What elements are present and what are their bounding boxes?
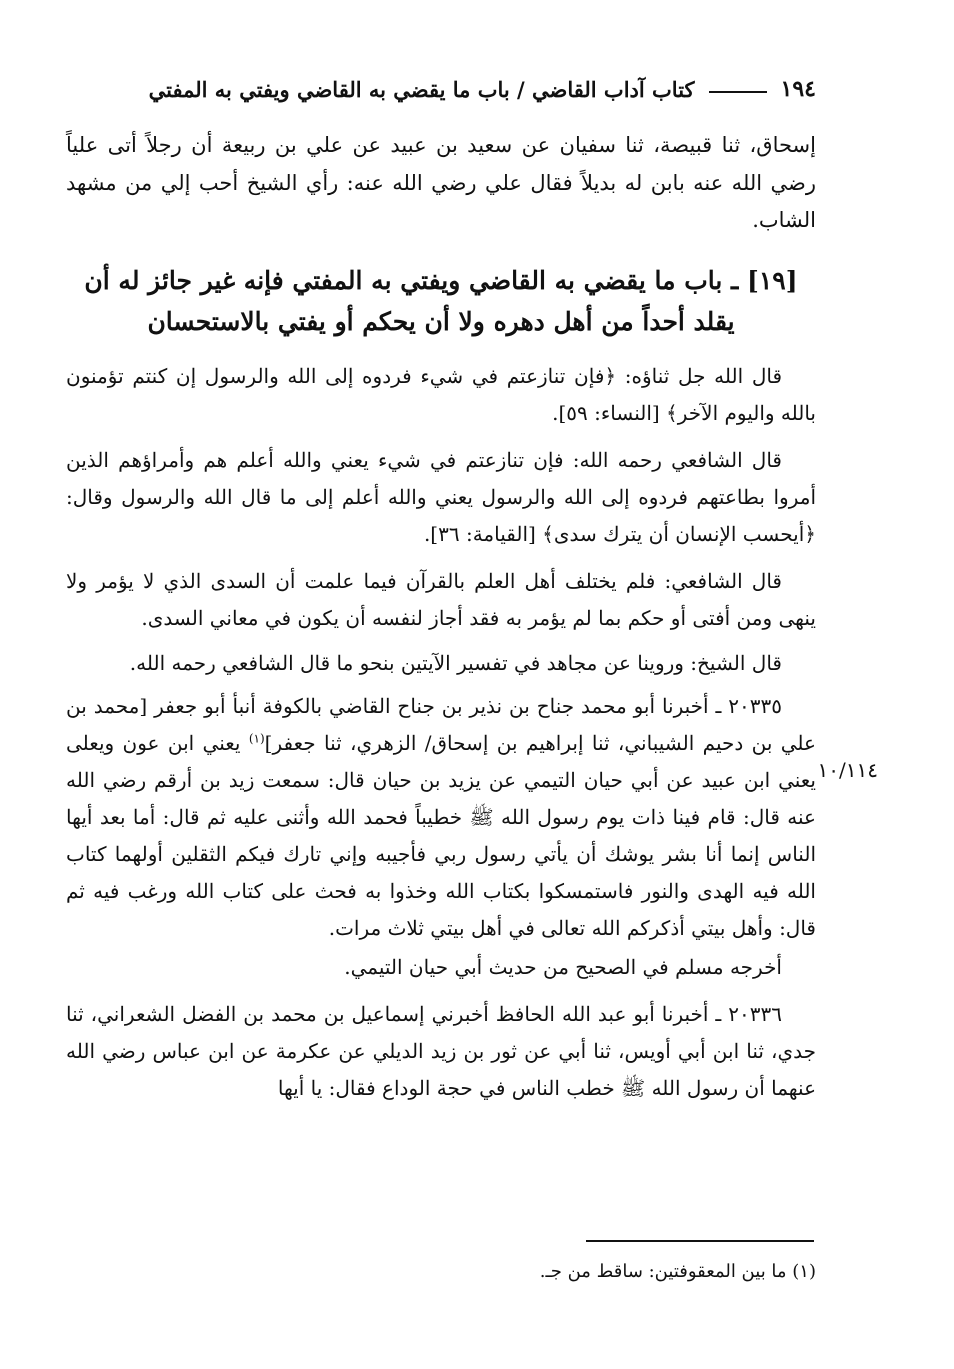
margin-volume-note: ١٠/١١٤ (817, 758, 878, 782)
paragraph-shafii-1: قال الشافعي رحمه الله: فإن تنازعتم في شيء يعني والله أعلم هم وأمراؤهم الذين أمروا بطاعتهم فردوه إلى الله والرسول يعني والله أعلم إلى ما قال الله والرسول وقال: ﴿أيحسب الإنسان أن يترك سدى﴾ [القيامة: ٣٦]. (66, 448, 816, 546)
footnote-rule (586, 1240, 814, 1242)
hadith-20335-text-a: ٢٠٣٣٥ ـ أخبرنا أبو محمد جناح بن نذير بن جناح القاضي بالكوفة أنبأ أبو جعفر [محمد بن علي بن دحيم الشيباني، ثنا إبراهيم بن إسحاق/ الزهري، ثنا جعفر] (66, 694, 816, 755)
running-title: كتاب آداب القاضي / باب ما يقضي به القاضي ويفتي به المفتي (148, 76, 695, 102)
paragraph-muslim: أخرجه مسلم في الصحيح من حديث أبي حيان التيمي. (344, 955, 782, 979)
page-number: ١٩٤ (780, 76, 816, 102)
hadith-20336: ٢٠٣٣٦ ـ أخبرنا أبو عبد الله الحافظ أخبرني إسماعيل بن محمد بن الفضل الشعراني، ثنا جدي، ثنا ابن أبي أويس، ثنا أبي عن ثور بن زيد الديلي عن عكرمة عن ابن عباس رضي الله عنهما أن رسول الله ﷺ خطب الناس في حجة الوداع فقال: يا أيها (66, 1002, 816, 1100)
footnote-marker: (١) (248, 731, 265, 746)
intro-paragraph (66, 127, 816, 240)
header-rule (709, 91, 767, 93)
hadith-20335-text-b: يعني ابن عون ويعلى يعني ابن عبيد عن أبي حيان التيمي عن يزيد بن حيان قال: سمعت زيد بن أرقم رضي الله عنه قال: قام فينا ذات يوم رسول الله ﷺ خطيباً فحمد الله وأثنى عليه ثم قال: أما بعد أيها الناس إنما أنا بشر يوشك أن يأتي رسول ربي فأجيبه وإني تارك فيكم الثقلين أولهما كتاب الله فيه الهدى والنور فاستمسكوا بكتاب الله وخذوا به فحث على كتاب الله ورغب فيه ثم قال: وأهل بيتي أذكركم الله تعالى في أهل بيتي ثلاث مرات. (66, 731, 816, 940)
intro-text: إسحاق، ثنا قبيصة، ثنا سفيان عن سعيد بن عبيد عن علي بن ربيعة أن رجلاً أتى علياً رضي الله عنه بابن له بديلاً فقال علي رضي الله عنه: رأي الشيخ أحب إلي من مشهد الشاب. (66, 133, 816, 232)
main-text (66, 358, 816, 1107)
paragraph-sheikh: قال الشيخ: وروينا عن مجاهد في تفسير الآيتين بنحو ما قال الشافعي رحمه الله. (129, 651, 782, 675)
paragraph-quran-nisa: قال الله جل ثناؤه: ﴿فإن تنازعتم في شيء فردوه إلى الله والرسول إن كنتم تؤمنون بالله واليوم الآخر﴾ [النساء: ٥٩]. (66, 364, 816, 425)
footnote: (١) ما بين المعقوفتين: ساقط من جـ. (539, 1261, 816, 1282)
hadith-20335 (66, 688, 816, 947)
running-header (66, 76, 816, 102)
paragraph-shafii-2: قال الشافعي: فلم يختلف أهل العلم بالقرآن فيما علمت أن السدى الذي لا يؤمر ولا ينهى ومن أفتى أو حكم بما لم يؤمر به فقد أجاز لنفسه أن يكون في معاني السدى. (66, 569, 816, 630)
section-title: [١٩] ـ باب ما يقضي به القاضي ويفتي به المفتي فإنه غير جائز له أن يقلد أحداً من أهل دهره ولا أن يحكم أو يفتي بالاستحسان (84, 266, 798, 336)
